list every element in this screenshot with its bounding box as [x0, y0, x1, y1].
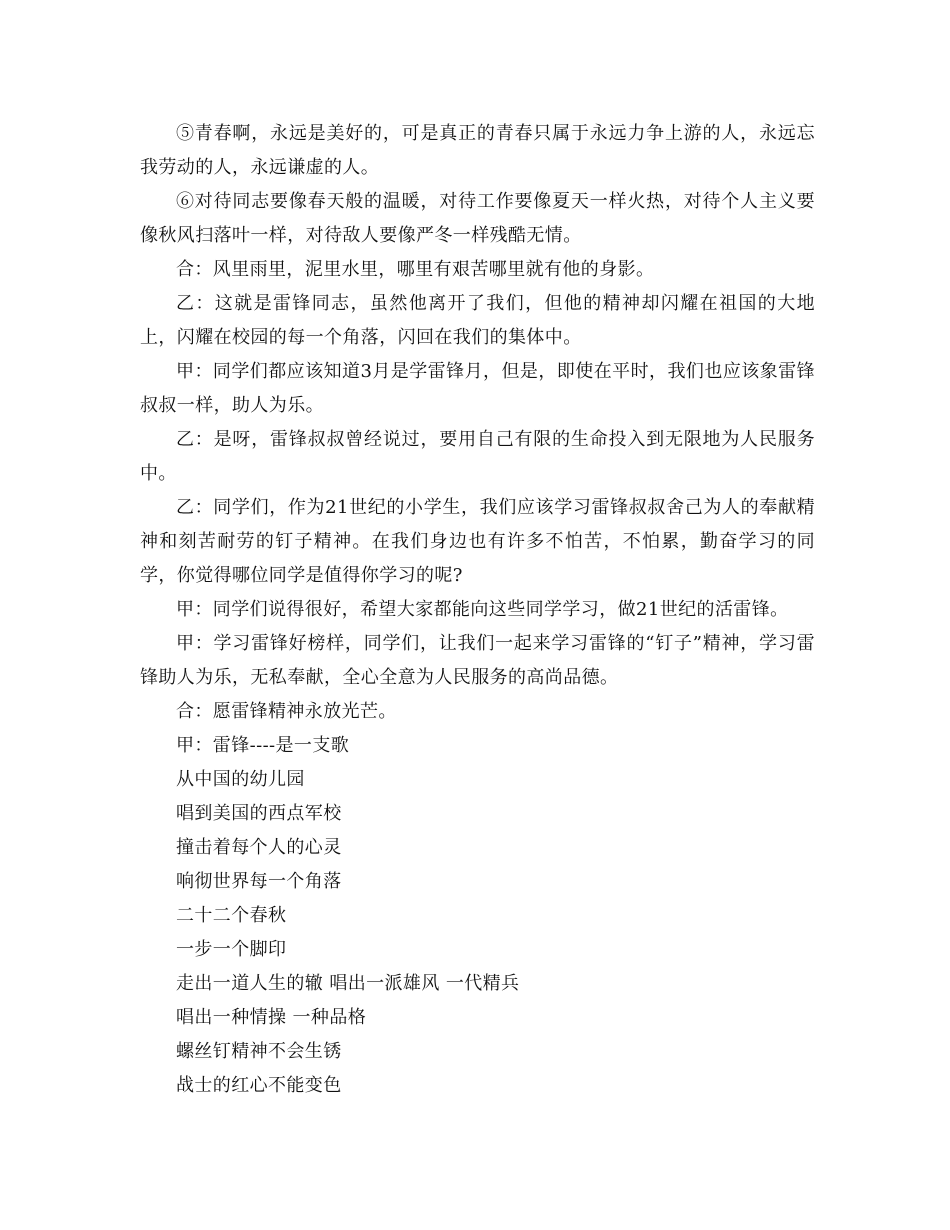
paragraph: 合：风里雨里，泥里水里，哪里有艰苦哪里就有他的身影。 — [176, 259, 655, 280]
paragraph: 甲：同学们都应该知道3月是学雷锋月，但是，即使在平时，我们也应该象雷锋叔叔一样，助人为乐。 — [140, 361, 815, 416]
paragraph: 合：愿雷锋精神永放光芒。 — [176, 701, 397, 722]
poem-line: 甲：雷锋----是一支歌 — [176, 735, 350, 756]
paragraph: 乙：这就是雷锋同志，虽然他离开了我们，但他的精神却闪耀在祖国的大地上，闪耀在校园的每一个角落，闪回在我们的集体中。 — [140, 293, 815, 348]
paragraph: 乙：同学们，作为21世纪的小学生，我们应该学习雷锋叔叔舍己为人的奉献精神和刻苦耐劳的钉子精神。在我们身边也有许多不怕苦，不怕累，勤奋学习的同学，你觉得哪位同学是值得你学习的呢? — [140, 497, 815, 586]
paragraph: 乙：是呀，雷锋叔叔曾经说过，要用自己有限的生命投入到无限地为人民服务中。 — [140, 429, 815, 484]
poem-line: 一步一个脚印 — [176, 939, 287, 960]
paragraph: 甲：学习雷锋好榜样，同学们，让我们一起来学习雷锋的“钉子”精神，学习雷锋助人为乐，无私奉献，全心全意为人民服务的高尚品德。 — [140, 633, 815, 688]
paragraph: 甲：同学们说得很好，希望大家都能向这些同学学习，做21世纪的活雷锋。 — [176, 599, 789, 620]
poem-line: 从中国的幼儿园 — [176, 769, 305, 790]
poem-line: 唱出一种情操 一种品格 — [176, 1007, 367, 1028]
document-body — [140, 117, 815, 1103]
paragraph: ⑤青春啊，永远是美好的，可是真正的青春只属于永远力争上游的人，永远忘我劳动的人，永远谦虚的人。 — [140, 123, 815, 178]
poem-line: 走出一道人生的辙 唱出一派雄风 一代精兵 — [176, 973, 520, 994]
paragraph: ⑥对待同志要像春天般的温暖，对待工作要像夏天一样火热，对待个人主义要像秋风扫落叶一样，对待敌人要像严冬一样残酷无情。 — [140, 191, 815, 246]
poem-line: 战士的红心不能变色 — [176, 1075, 342, 1096]
poem-line: 二十二个春秋 — [176, 905, 287, 926]
poem-line: 撞击着每个人的心灵 — [176, 837, 342, 858]
poem-line: 螺丝钉精神不会生锈 — [176, 1041, 342, 1062]
poem-line: 唱到美国的西点军校 — [176, 803, 342, 824]
poem-line: 响彻世界每一个角落 — [176, 871, 342, 892]
